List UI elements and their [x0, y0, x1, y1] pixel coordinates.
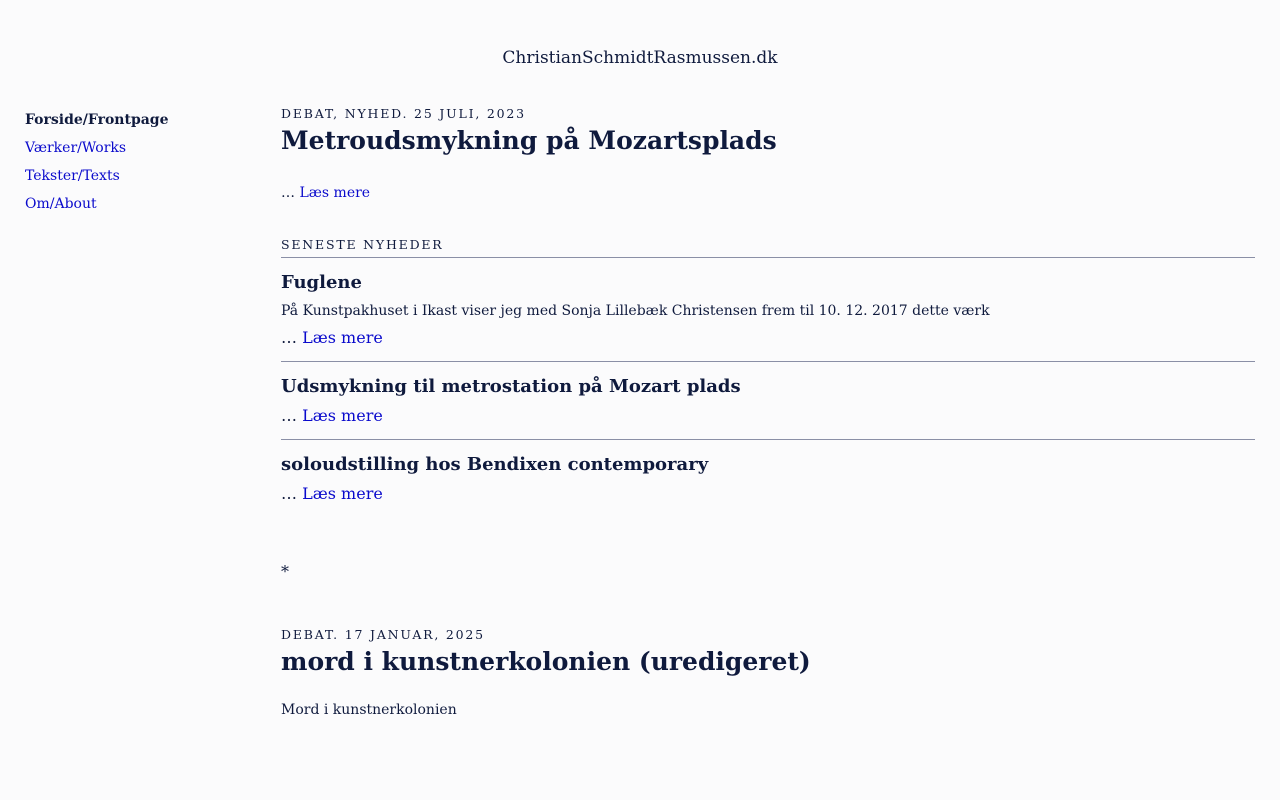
read-more-link[interactable]: Læs mere: [302, 328, 383, 347]
news-item: [281, 258, 1255, 362]
news-item: [281, 362, 1255, 440]
latest-news-heading: SENESTE NYHEDER: [281, 237, 1255, 258]
ellipsis: …: [281, 328, 297, 347]
post-meta: DEBAT, NYHED. 25 JULI, 2023: [281, 106, 526, 121]
latest-news: [281, 237, 1255, 517]
main-content: [281, 104, 1255, 718]
post-separator: *: [281, 562, 289, 581]
ellipsis: …: [281, 484, 297, 503]
nav-item-about[interactable]: Om/About: [25, 196, 97, 212]
post-meta: DEBAT. 17 JANUAR, 2025: [281, 627, 485, 642]
post-metroudsmykning: [281, 104, 1255, 203]
news-title[interactable]: soloudstilling hos Bendixen contemporary: [281, 454, 709, 475]
post-mord-i-kunstnerkolonien: [281, 625, 1255, 718]
post-title[interactable]: mord i kunstnerkolonien (uredigeret): [281, 647, 811, 676]
news-read-more: [281, 482, 1255, 506]
news-text: På Kunstpakhuset i Ikast viser jeg med Sonja Lillebæk Christensen frem til 10. 12. 2017 dette værk: [281, 303, 990, 319]
site-title[interactable]: ChristianSchmidtRasmussen.dk: [502, 48, 778, 68]
post-excerpt: Mord i kunstnerkolonien: [281, 702, 457, 718]
news-title[interactable]: Fuglene: [281, 272, 362, 293]
ellipsis: …: [281, 406, 297, 425]
sidebar-nav: [25, 106, 245, 218]
post-title[interactable]: Metroudsmykning på Mozartsplads: [281, 126, 777, 155]
news-item: [281, 440, 1255, 517]
news-title[interactable]: Udsmykning til metrostation på Mozart plads: [281, 376, 741, 397]
news-read-more: [281, 404, 1255, 428]
read-more-link[interactable]: Læs mere: [302, 484, 383, 503]
nav-item-works[interactable]: Værker/Works: [25, 140, 127, 156]
nav-item-frontpage[interactable]: Forside/Frontpage: [25, 112, 169, 128]
post-excerpt: [281, 183, 1255, 203]
read-more-link[interactable]: Læs mere: [299, 185, 371, 201]
nav-item-texts[interactable]: Tekster/Texts: [25, 168, 120, 184]
ellipsis: …: [281, 185, 295, 201]
read-more-link[interactable]: Læs mere: [302, 406, 383, 425]
news-read-more: [281, 326, 1255, 350]
